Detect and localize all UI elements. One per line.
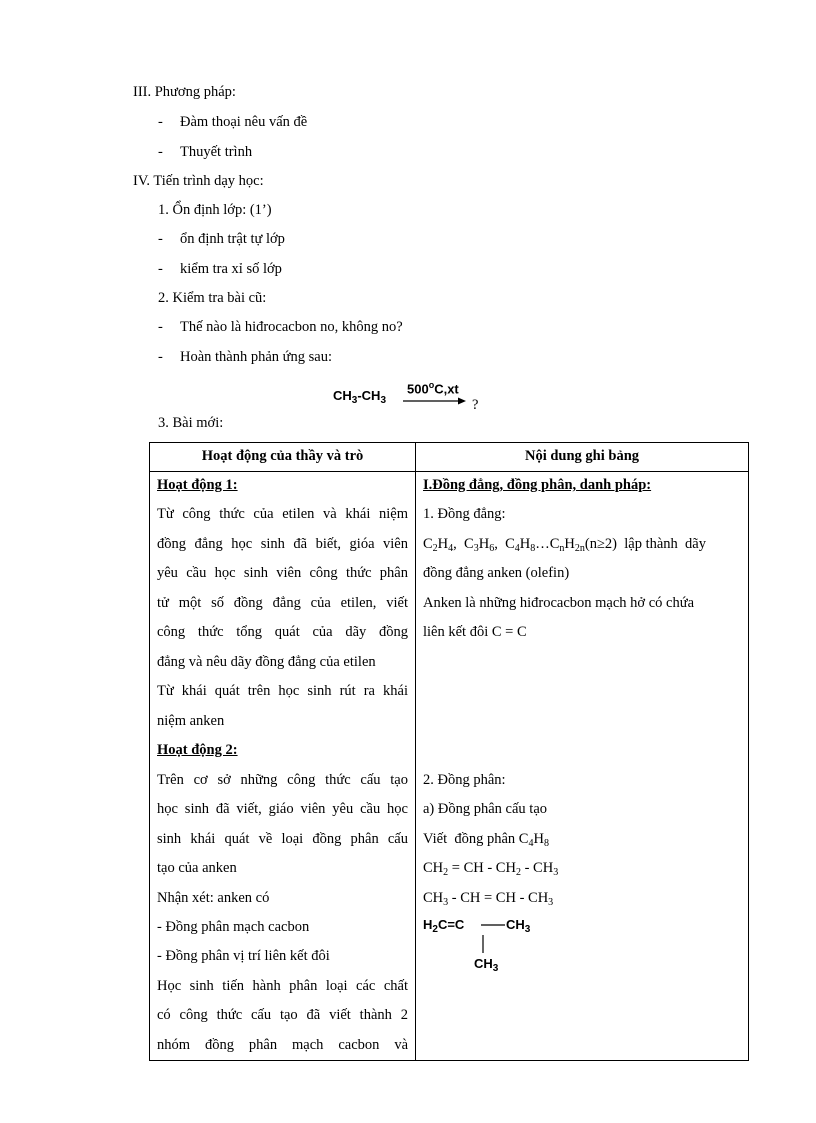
section-i-heading: I.Đồng đẳng, đồng phân, danh pháp:: [423, 477, 652, 493]
isomer-formula-1: $CH_2$ = CH - $CH_2 - CH_3$: [423, 860, 559, 878]
alkene-definition: Anken là những hiđrocacbon mạch hở có chứa: [423, 595, 695, 611]
alkene-definition-cont: liên kết đôi C = C: [423, 624, 527, 640]
activity-2-line: sinh khái quát về loại đồng phân cấu: [157, 831, 408, 847]
activity-2-line: có công thức cấu tạo đã viết thành 2: [157, 1007, 408, 1023]
lesson-table: [149, 442, 749, 1061]
activity-2-line: Trên cơ sở những công thức cấu tạo: [157, 772, 408, 788]
activity-1-heading: Hoạt động 1:: [157, 477, 238, 493]
step-2-item-2: Hoàn thành phản ứng sau:: [180, 349, 333, 365]
isomer-3-left: $H_2C=C$: [423, 917, 465, 935]
activity-2-heading: Hoạt động 2:: [157, 742, 238, 758]
header-board-content: Nội dung ghi bảng: [524, 448, 640, 464]
step-3-title: 3. Bài mới:: [158, 415, 224, 431]
bullet-dash: -: [158, 114, 163, 130]
bullet-dash: -: [158, 144, 163, 160]
activity-1-line: niệm anken: [157, 713, 225, 729]
header-activities: Hoạt động của thầy và trò: [201, 448, 364, 464]
activity-1-line: yêu cầu học sinh viên công thức phân: [157, 565, 408, 581]
homolog-series-cont: đồng đẳng anken (olefin): [423, 565, 570, 581]
activity-1-line: đẳng và nêu dãy đồng đẳng của etilen: [157, 654, 376, 670]
step-2-title: 2. Kiểm tra bài cũ:: [158, 290, 267, 306]
bullet-dash: -: [158, 319, 163, 335]
bullet-dash: -: [158, 231, 163, 247]
isomer-heading: 2. Đồng phân:: [423, 772, 506, 788]
activity-2-line: nhóm đồng phân mạch cacbon và: [157, 1037, 408, 1053]
bullet-dash: -: [158, 261, 163, 277]
activity-2-line: học sinh đã viết, giáo viên yêu cầu học: [157, 801, 408, 817]
homolog-heading: 1. Đồng đẳng:: [423, 506, 506, 522]
header-cell-right: [416, 443, 749, 472]
step-1-title: 1. Ổn định lớp: (1’): [158, 202, 272, 218]
activity-2-line: Học sinh tiến hành phân loại các chất: [157, 978, 408, 994]
isomer-3-right: $CH_3$: [506, 917, 531, 935]
reaction-product: ?: [472, 397, 479, 413]
step-1-item-1: ổn định trật tự lớp: [180, 231, 285, 247]
isomer-task: Viết đồng phân $C_4H_8$: [423, 831, 549, 849]
activity-1-line: đồng đẳng học sinh đã biết, gióa viên: [157, 536, 408, 552]
board-content-cell: [416, 472, 749, 1061]
structural-isomer-heading: a) Đồng phân cấu tạo: [423, 801, 548, 817]
activity-2-line: - Đồng phân vị trí liên kết đôi: [157, 948, 330, 964]
reactant: $CH_3-CH_3$: [333, 388, 387, 406]
activity-1-line: Từ công thức của etilen và khái niệm: [157, 506, 408, 522]
step-2-item-1: Thế nào là hiđrocacbon no, không no?: [180, 319, 403, 335]
activity-1-line: Từ khái quát trên học sinh rút ra khái: [157, 683, 408, 699]
homolog-series: $C_2H_4$, $C_3H_6$, $C_4H_8\dots C_nH_{2n}(n\ge 2)$ lập thành dãy: [423, 536, 706, 554]
reaction-arrow: [402, 396, 468, 406]
activity-2-line: - Đồng phân mạch cacbon: [157, 919, 310, 935]
header-cell-left: [150, 443, 416, 472]
section-3-item-2: Thuyết trình: [180, 144, 253, 160]
section-3-title: III. Phương pháp:: [133, 84, 236, 100]
bullet-dash: -: [158, 349, 163, 365]
activities-cell: [150, 472, 416, 1061]
section-3-item-1: Đàm thoại nêu vấn đề: [180, 114, 308, 130]
activity-2-line: tạo của anken: [157, 860, 237, 876]
section-4-title: IV. Tiến trình dạy học:: [133, 173, 264, 189]
activity-2-line: Nhận xét: anken có: [157, 890, 270, 906]
step-1-item-2: kiểm tra xỉ số lớp: [180, 261, 282, 277]
isomer-formula-2: $CH_3$ - CH = CH - $CH_3$: [423, 890, 554, 908]
isomer-3-branch: $CH_3$: [474, 956, 499, 974]
activity-1-line: công thức tổng quát của dãy đồng: [157, 624, 408, 640]
activity-1-line: tử một số đồng đẳng của etilen, viết: [157, 595, 408, 611]
reaction-condition: 500$^o$C,xt: [407, 380, 459, 397]
